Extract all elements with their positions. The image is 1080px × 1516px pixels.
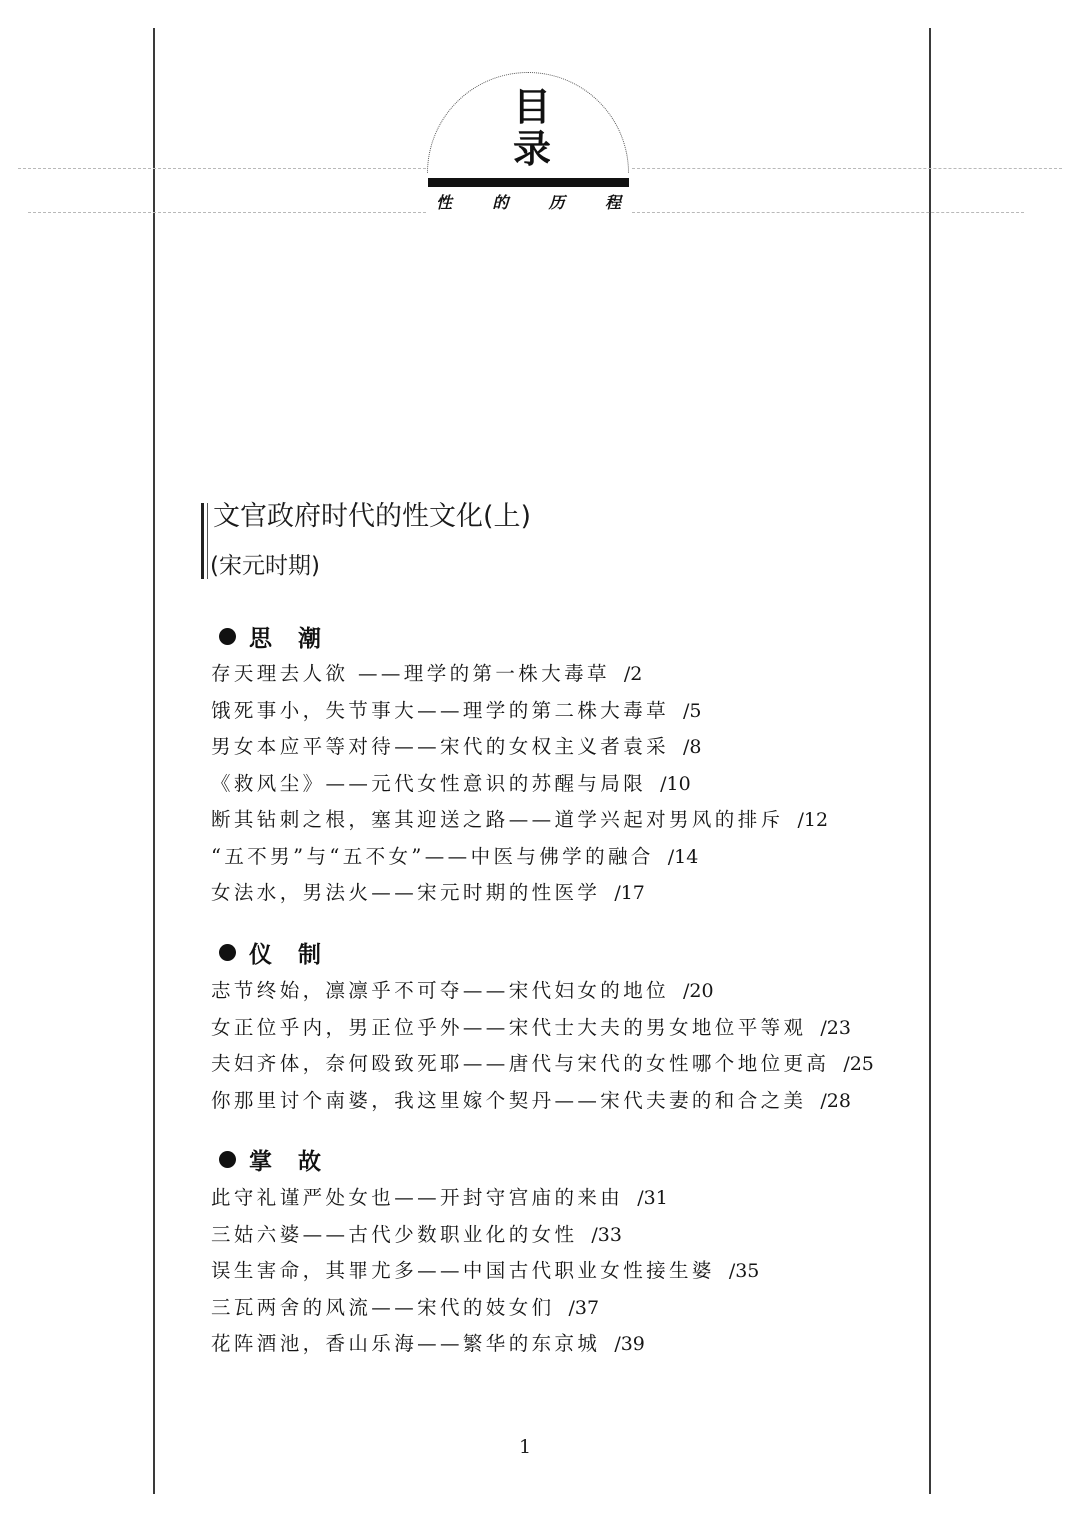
toc-entry[interactable]	[211, 875, 828, 912]
toc-entry-page: /2	[623, 663, 643, 685]
toc-entry-title: 存天理去人欲 ——理学的第一株大毒草	[211, 662, 610, 685]
toc-entry-title: 女法水，男法火——宋元时期的性医学	[211, 881, 601, 904]
toc-entry[interactable]	[211, 1290, 759, 1327]
header-dashed-rule-left-top	[18, 168, 426, 169]
toc-entry[interactable]	[211, 656, 828, 693]
toc-entry-page: /25	[843, 1053, 874, 1075]
page-title-line1: 目	[512, 85, 551, 129]
toc-entry-title: “五不男”与“五不女”——中医与佛学的融合	[211, 844, 654, 868]
toc-entry-page: /39	[614, 1333, 645, 1355]
toc-entry-page: /10	[660, 772, 691, 795]
toc-entry-title: 断其钻刺之根，塞其迎送之路——道学兴起对男风的排斥	[211, 808, 784, 831]
header-subtitle-char: 程	[604, 193, 621, 212]
toc-entry[interactable]	[211, 766, 828, 803]
toc-entry[interactable]	[211, 1180, 759, 1217]
part-marker-thin-bar	[207, 503, 208, 579]
toc-entry-title: 花阵酒池，香山乐海——繁华的东京城	[211, 1332, 601, 1355]
toc-entry-title: 三姑六婆——古代少数职业化的女性	[211, 1222, 578, 1246]
bullet-icon	[219, 1151, 236, 1168]
toc-list-sichao	[211, 656, 828, 912]
toc-entry-page: /14	[667, 845, 699, 868]
toc-entry-title: 《救风尘》——元代女性意识的苏醒与局限	[211, 771, 647, 795]
toc-entry-page: /33	[591, 1223, 622, 1246]
header-dashed-rule-left-bottom	[28, 212, 426, 213]
toc-entry[interactable]	[211, 1083, 874, 1120]
toc-entry-title: 志节终始，凛凛乎不可夺——宋代妇女的地位	[211, 979, 670, 1002]
toc-entry-page: /23	[820, 1016, 851, 1039]
toc-entry-title: 男女本应平等对待——宋代的女权主义者袁采	[211, 735, 670, 758]
section-label: 仪 制	[249, 942, 331, 968]
toc-entry-page: /12	[797, 809, 829, 831]
toc-entry-page: /17	[614, 882, 645, 904]
toc-entry-title: 饿死事小，失节事大——理学的第二株大毒草	[211, 698, 670, 722]
toc-entry-title: 你那里讨个南婆，我这里嫁个契丹——宋代夫妻的和合之美	[211, 1088, 807, 1112]
toc-list-yizhi	[211, 973, 874, 1119]
toc-entry[interactable]	[211, 839, 828, 876]
toc-entry-title: 女正位乎内，男正位乎外——宋代士大夫的男女地位平等观	[211, 1015, 807, 1039]
section-heading-sichao	[219, 620, 330, 653]
bullet-icon	[219, 628, 236, 645]
toc-entry[interactable]	[211, 973, 874, 1010]
bullet-icon	[219, 944, 236, 961]
page-title-line2: 录	[512, 127, 551, 171]
toc-entry[interactable]	[211, 1046, 874, 1083]
toc-entry[interactable]	[211, 693, 828, 730]
left-margin-rule	[153, 28, 155, 1494]
section-heading-zhanggu	[219, 1143, 330, 1176]
toc-list-zhanggu	[211, 1180, 759, 1363]
toc-entry-page: /20	[683, 980, 714, 1002]
toc-entry-title: 夫妇齐体，奈何殴致死耶——唐代与宋代的女性哪个地位更高	[211, 1052, 830, 1075]
toc-entry[interactable]	[211, 729, 828, 766]
header-subtitle-char: 历	[548, 193, 565, 212]
toc-entry-page: /31	[637, 1187, 668, 1209]
part-title: 文官政府时代的性文化(上)	[213, 501, 532, 532]
toc-entry-page: /28	[820, 1089, 851, 1112]
toc-entry-page: /8	[683, 736, 702, 758]
header-bar	[428, 178, 629, 187]
toc-entry[interactable]	[211, 1253, 759, 1290]
section-label: 思 潮	[249, 626, 331, 652]
section-label: 掌 故	[249, 1149, 331, 1175]
toc-entry[interactable]	[211, 802, 828, 839]
header-subtitle	[428, 190, 629, 213]
header-subtitle-char: 的	[492, 193, 509, 212]
section-heading-yizhi	[219, 936, 330, 969]
toc-entry[interactable]	[211, 1010, 874, 1047]
toc-entry[interactable]	[211, 1326, 759, 1363]
toc-entry-page: /37	[568, 1296, 600, 1319]
toc-entry-title: 误生害命，其罪尤多——中国古代职业女性接生婆	[211, 1259, 715, 1282]
page-title	[500, 86, 564, 170]
header-dashed-rule-right-top	[632, 168, 1062, 169]
page-number: 1	[518, 1436, 532, 1458]
toc-entry-title: 三瓦两舍的风流——宋代的妓女们	[211, 1295, 555, 1319]
header-dashed-rule-right-bottom	[632, 212, 1024, 213]
toc-entry-page: /5	[683, 699, 702, 722]
header-subtitle-char: 性	[436, 193, 453, 212]
part-subtitle: (宋元时期)	[210, 553, 320, 579]
part-marker-bar	[201, 503, 204, 579]
toc-entry-page: /35	[728, 1260, 760, 1282]
toc-entry-title: 此守礼谨严处女也——开封守宫庙的来由	[211, 1186, 624, 1209]
right-margin-rule	[929, 28, 931, 1494]
toc-entry[interactable]	[211, 1217, 759, 1254]
